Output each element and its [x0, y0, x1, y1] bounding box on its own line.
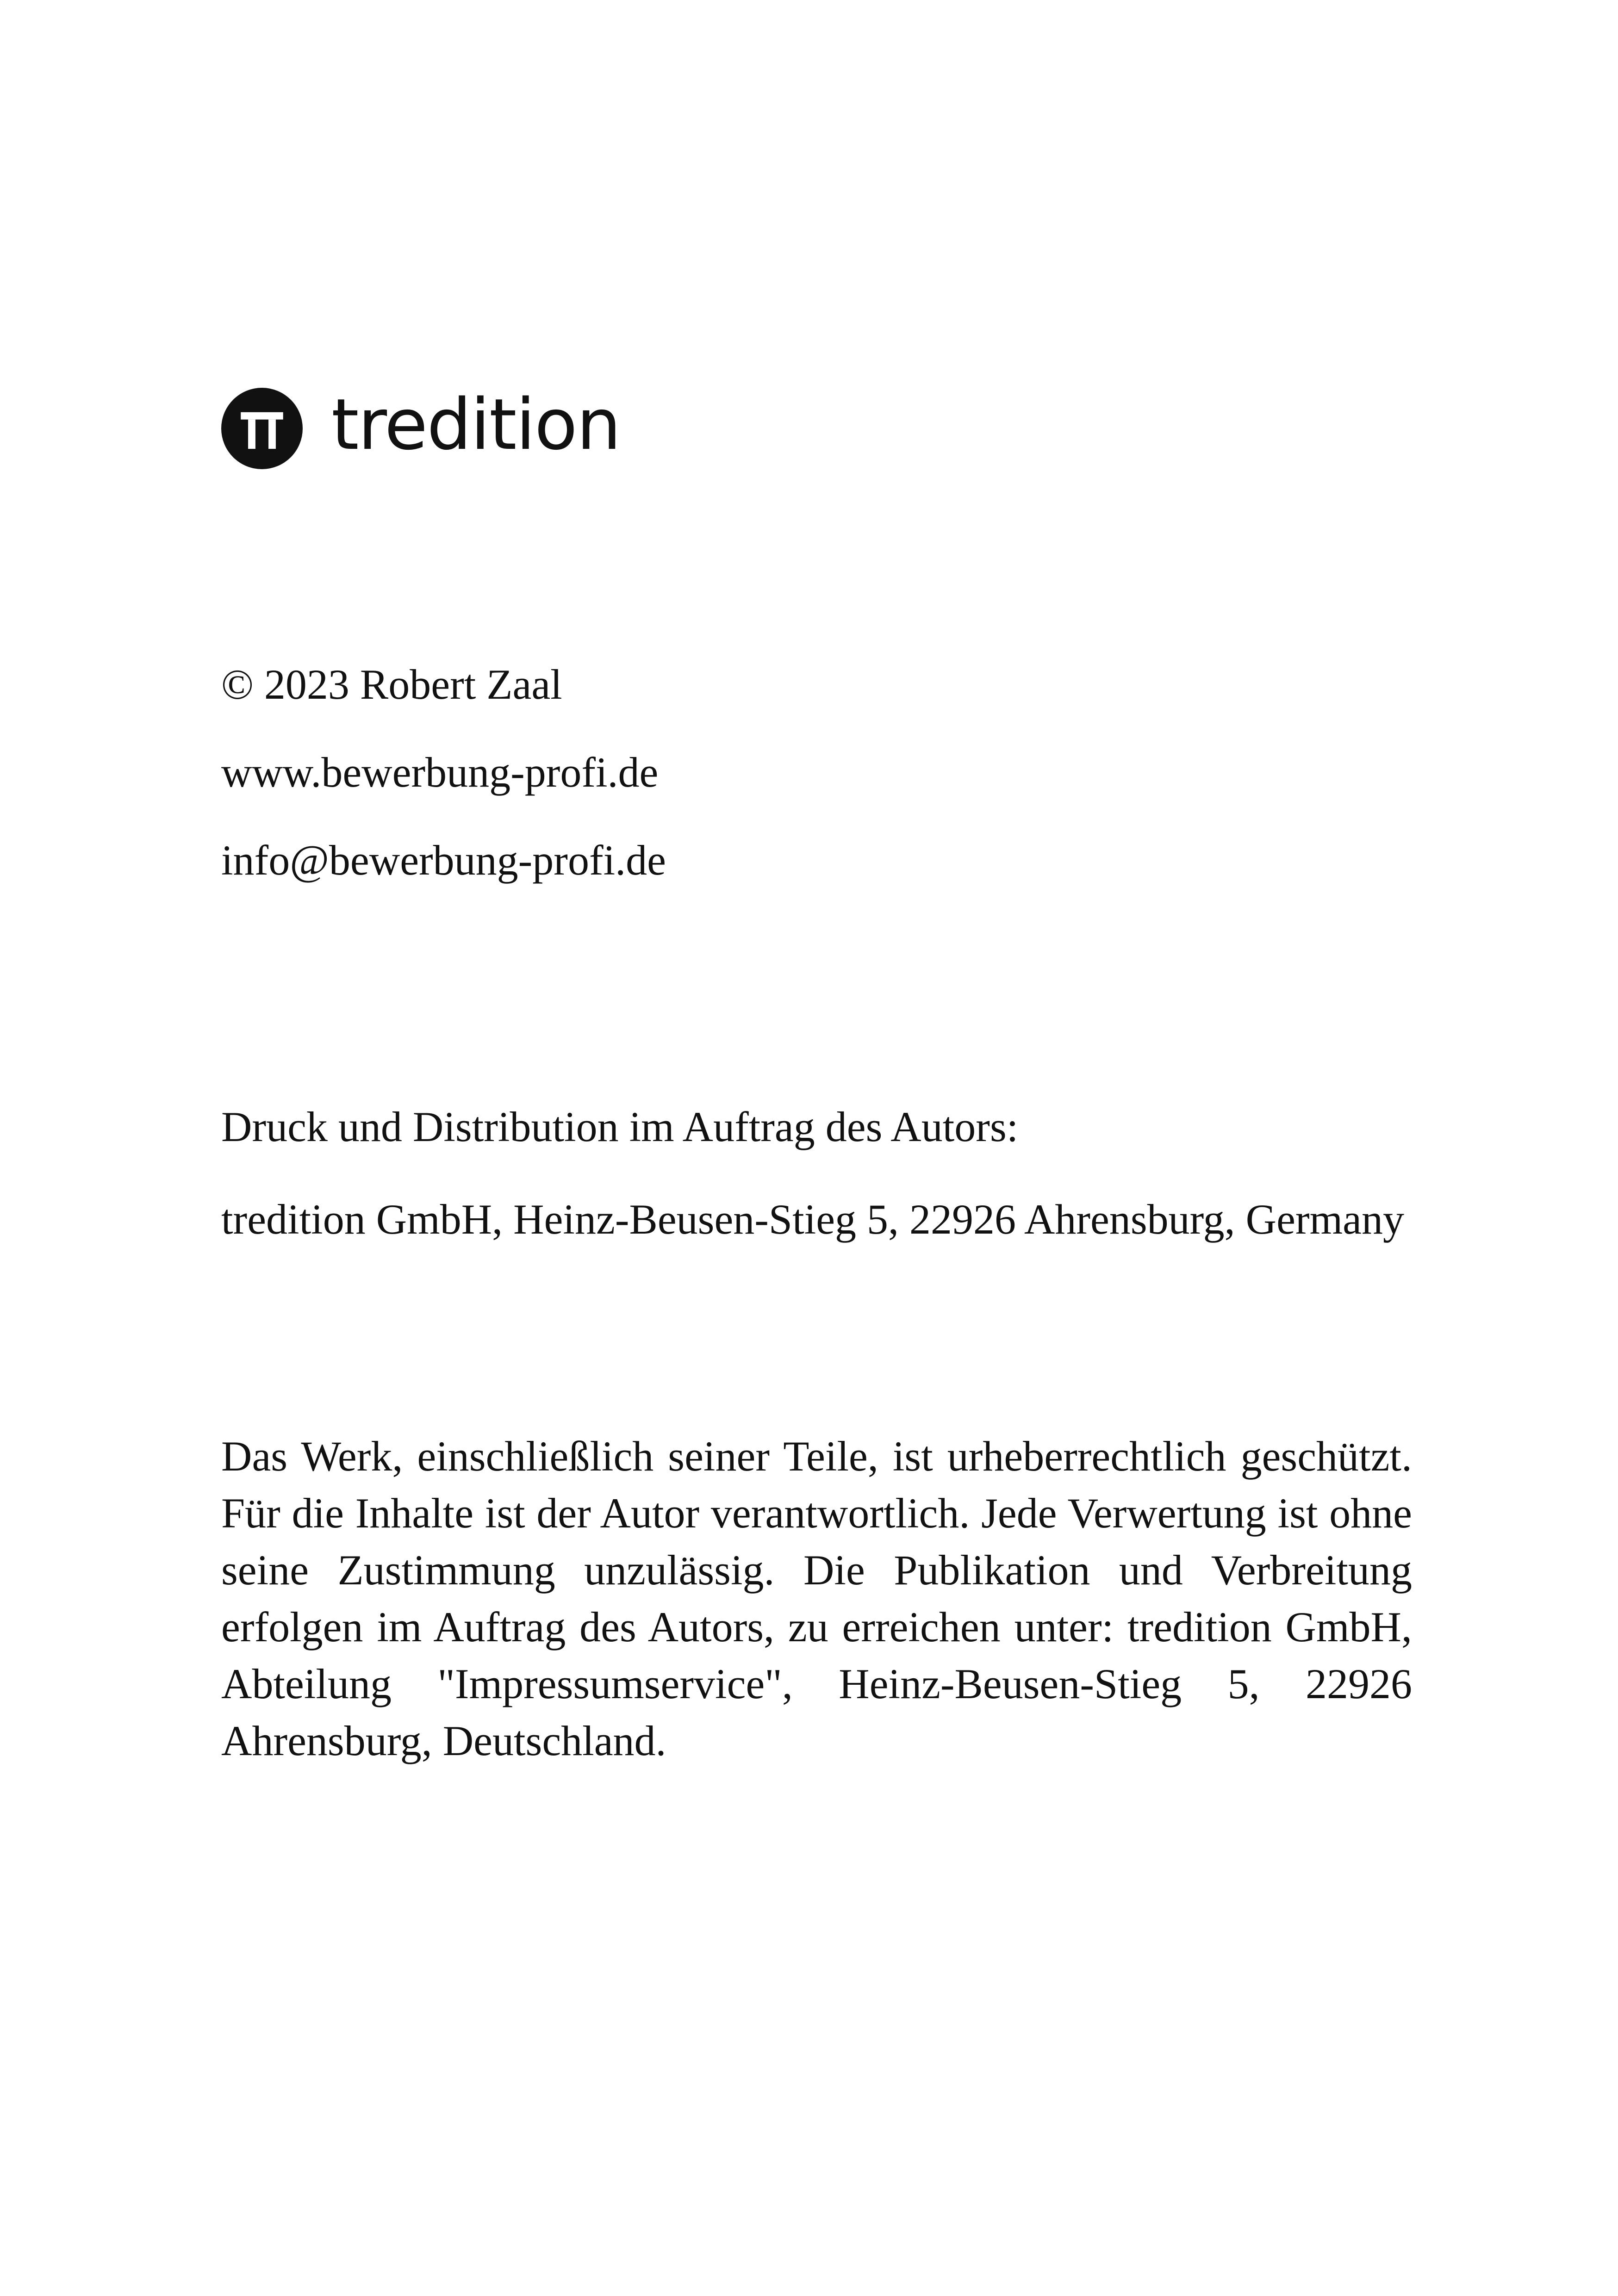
website-line: www.bewerbung-profi.de: [221, 749, 659, 796]
logo-wordmark: tredition: [331, 384, 621, 465]
tredition-logo-icon: [221, 388, 303, 469]
copyright-line: © 2023 Robert Zaal: [221, 661, 562, 708]
publisher-address: tredition GmbH, Heinz-Beusen-Stieg 5, 22926 Ahrensburg, Germany: [221, 1196, 1404, 1243]
legal-notice: Das Werk, einschließlich seiner Teile, ist urheberrechtlich geschützt. Für die Inhalte ist der Autor verantwortlich. Jede Verwertung ist ohne seine Zustimmung unzulässig. Die Publikation und Verbreitung erfolgen im Auftrag des Autors, zu erreichen unter: tredition GmbH, Abteilung "Impressumservice", Heinz-Beusen-Stieg 5, 22926 Ahrensburg, Deutschland.: [221, 1433, 1412, 1764]
email-line: info@bewerbung-profi.de: [221, 837, 666, 884]
publisher-logo: [221, 384, 621, 469]
print-heading: Druck und Distribution im Auftrag des Autors:: [221, 1103, 1019, 1150]
